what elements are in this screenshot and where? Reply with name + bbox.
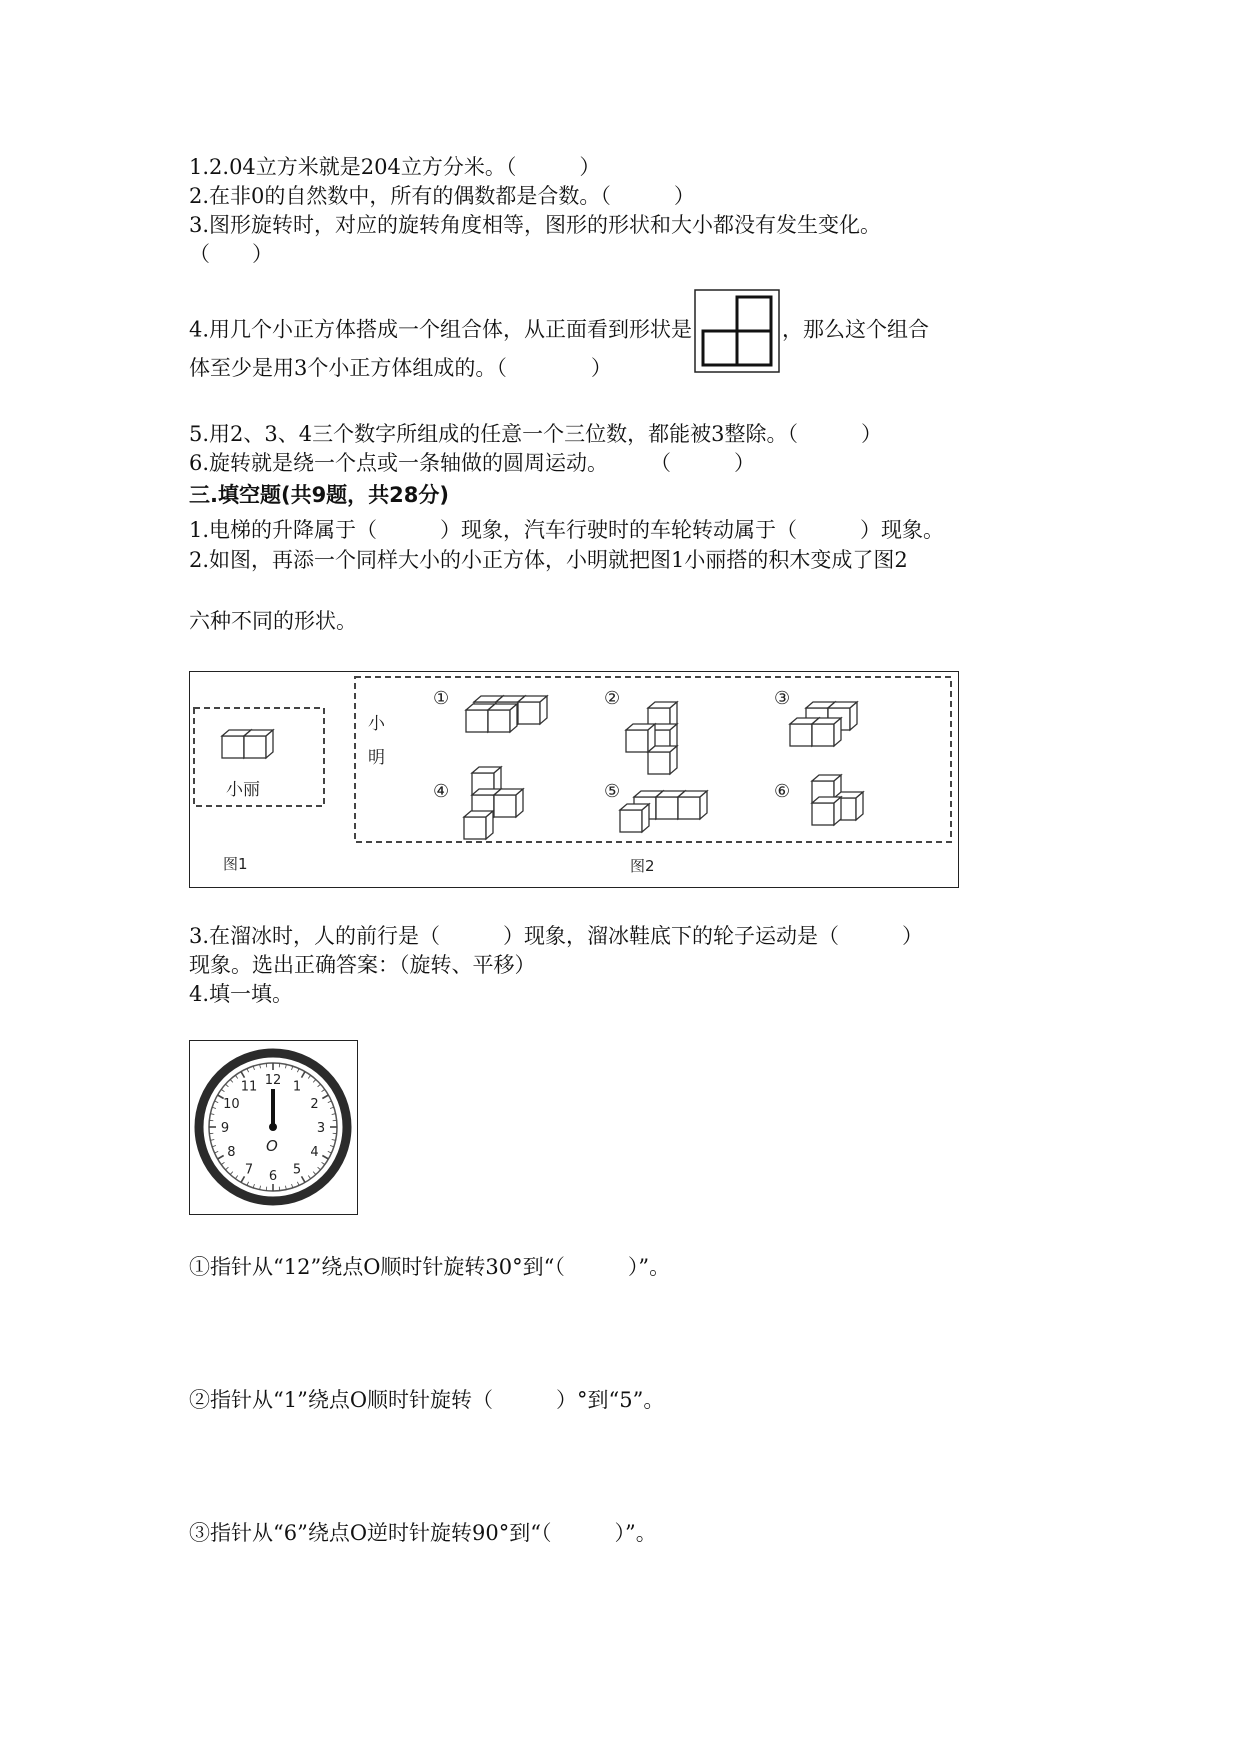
shape-number-2: ②: [604, 688, 621, 709]
clock-number: 6: [268, 1169, 278, 1184]
judge-q6: 6.旋转就是绕一个点或一条轴做的圆周运动。 （ ）: [189, 451, 756, 475]
judge-q3-line1: 3.图形旋转时，对应的旋转角度相等，图形的形状和大小都没有发生变化。: [189, 213, 882, 237]
clock-number: 12: [264, 1073, 282, 1088]
label-xiaoli: 小丽: [226, 780, 260, 800]
judge-q3-line2: （ ）: [189, 242, 273, 266]
fill-q2-line1: 2.如图，再添一个同样大小的小正方体，小明就把图1小丽搭的积木变成了图2: [189, 548, 908, 572]
clock-number: 7: [244, 1162, 254, 1178]
shape-2: [626, 702, 677, 774]
clock-number: 1: [292, 1079, 302, 1095]
shape-number-4: ④: [433, 781, 450, 802]
section3-title: 三.填空题(共9题，共28分): [189, 483, 450, 507]
clock-number: 2: [310, 1097, 319, 1112]
cube-figure: [189, 671, 959, 888]
shape-number-6: ⑥: [774, 781, 791, 802]
shape-6: [812, 775, 863, 825]
front-view-svg: [694, 289, 780, 373]
shape-4: [464, 767, 523, 839]
clock-pivot: [269, 1123, 277, 1131]
clock-center-label: O: [266, 1137, 278, 1155]
fill-q3-line1: 3.在溜冰时，人的前行是（ ）现象，溜冰鞋底下的轮子运动是（ ）: [189, 924, 924, 948]
clock-sub3: ③指针从“6”绕点O逆时针旋转90°到“（ ）”。: [189, 1521, 657, 1545]
judge-q1: 1.2.04立方米就是204立方分米。（ ）: [189, 155, 601, 179]
fill-q4: 4.填一填。: [189, 982, 294, 1006]
label-fig1: 图1: [223, 855, 248, 873]
shape-number-1: ①: [433, 688, 450, 709]
fill-q2-line2: 六种不同的形状。: [189, 609, 357, 633]
judge-q5: 5.用2、3、4三个数字所组成的任意一个三位数，都能被3整除。（ ）: [189, 422, 882, 446]
judge-q2: 2.在非0的自然数中，所有的偶数都是合数。（ ）: [189, 184, 695, 208]
label-fig2: 图2: [630, 857, 655, 875]
judge-q4-text-a: 4.用几个小正方体搭成一个组合体，从正面看到形状是: [189, 317, 693, 342]
clock-number: 11: [240, 1079, 258, 1095]
clock-number: 9: [220, 1121, 230, 1136]
clock-number: 8: [227, 1145, 236, 1160]
clock-number: 5: [292, 1162, 302, 1178]
clock-sub2: ②指针从“1”绕点O顺时针旋转（ ）°到“5”。: [189, 1388, 665, 1412]
clock-number: 10: [223, 1097, 240, 1112]
label-xiaoming-1: 小: [368, 714, 385, 734]
label-xiaoming-2: 明: [368, 748, 385, 768]
shape-3: [790, 702, 857, 746]
cube-figure-svg: [190, 672, 957, 886]
fill-q1: 1.电梯的升降属于（ ）现象，汽车行驶时的车轮转动属于（ ）现象。: [189, 518, 945, 542]
judge-q4-line2: 体至少是用3个小正方体组成的。（ ）: [189, 356, 612, 380]
clock-svg: [190, 1041, 356, 1213]
clock-figure: [189, 1040, 358, 1215]
shape-number-3: ③: [774, 688, 791, 709]
front-view-figure: [694, 289, 780, 373]
shape-number-5: ⑤: [604, 781, 621, 802]
shape-5: [620, 791, 707, 832]
clock-sub1: ①指针从“12”绕点O顺时针旋转30°到“（ ）”。: [189, 1255, 671, 1279]
clock-number: 3: [316, 1121, 326, 1136]
shape-1: [466, 696, 547, 732]
clock-number: 4: [310, 1145, 319, 1160]
judge-q4-text-b: ，那么这个组合: [782, 317, 930, 342]
fill-q3-line2: 现象。选出正确答案：（旋转、平移）: [189, 953, 536, 977]
